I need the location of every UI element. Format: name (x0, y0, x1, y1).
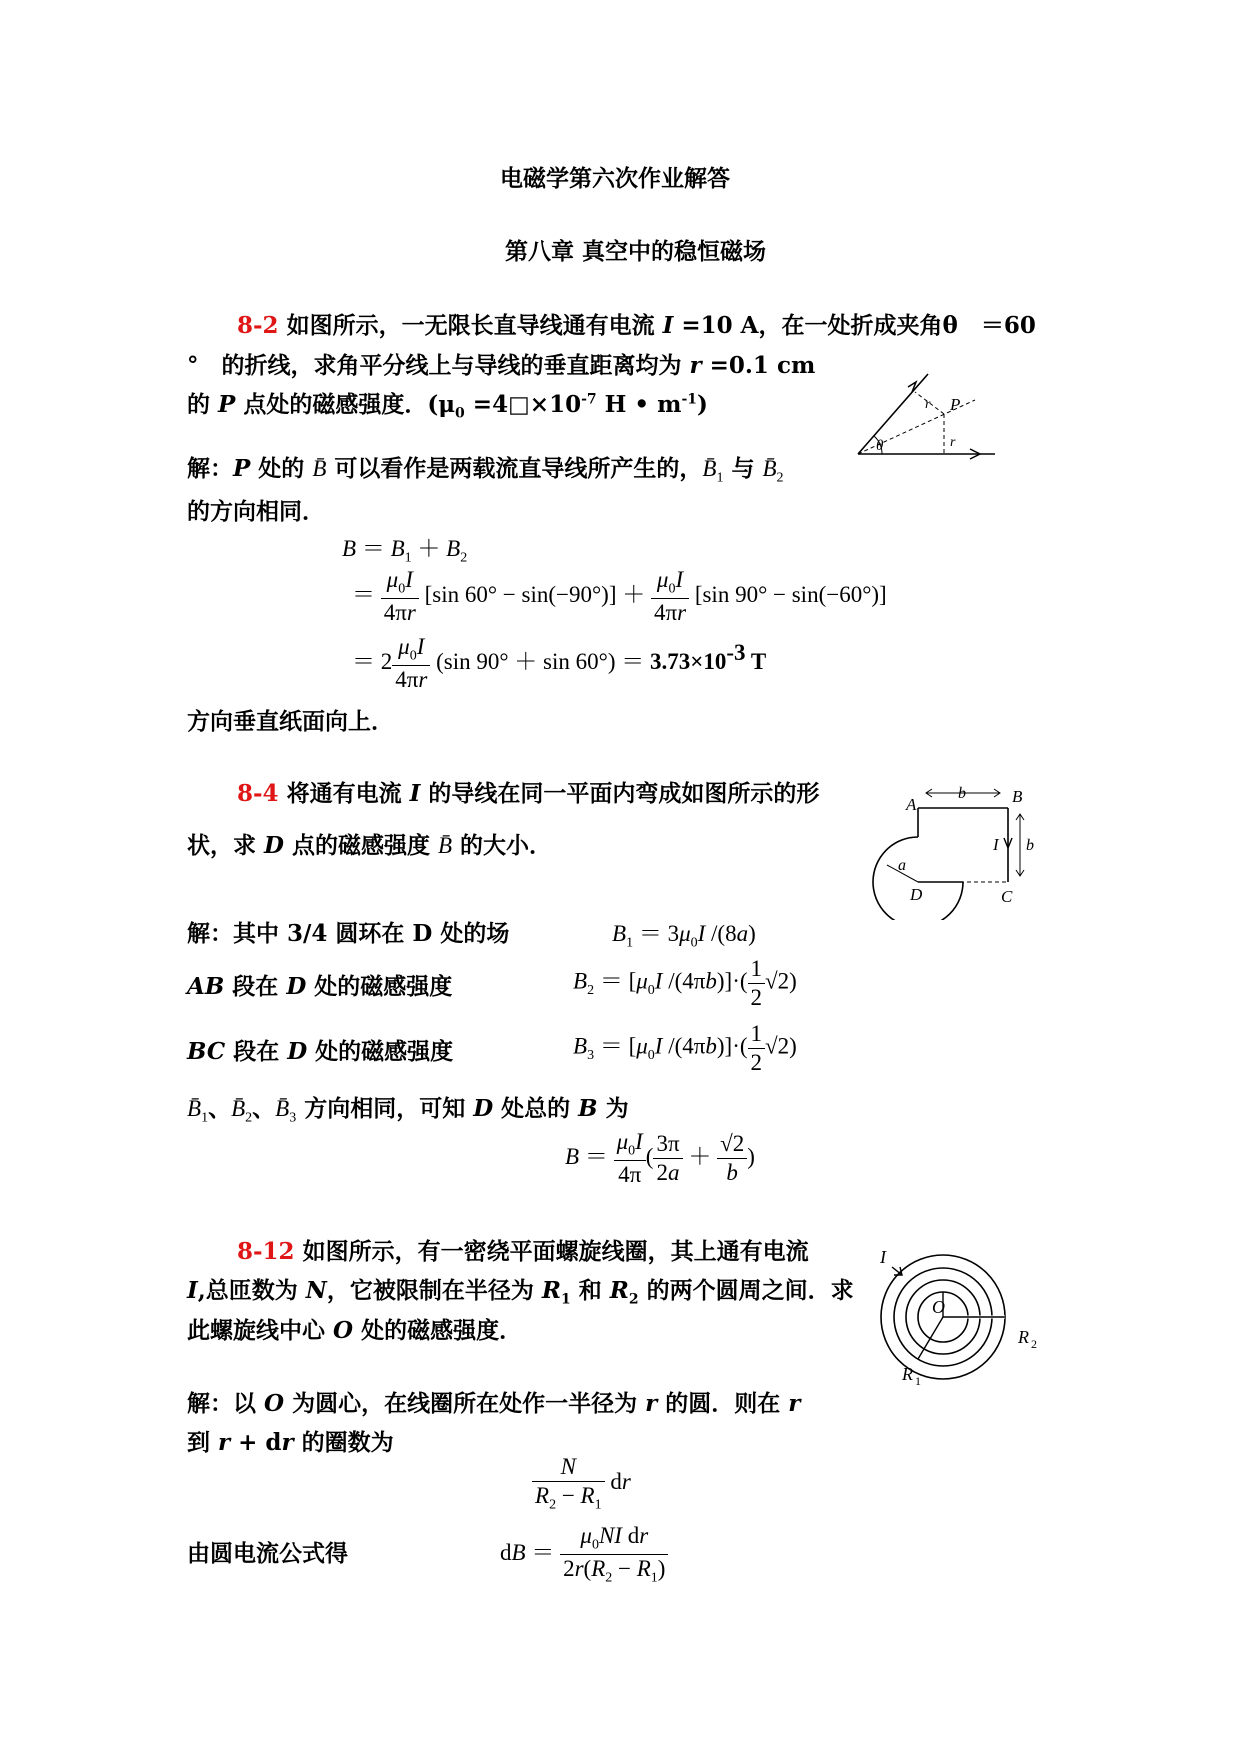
problem-8-12-line1: 8-12 如图所示，有一密绕平面螺旋线圈，其上通有电流 (237, 1238, 809, 1265)
problem-8-2-result-exp: -3 (726, 640, 746, 666)
fig-8-4-label-c: C (1001, 887, 1013, 906)
problem-8-12-solution-line2: 到 r + dr 的圈数为 (187, 1429, 394, 1456)
fig-8-12-label-o: O (932, 1297, 945, 1317)
problem-8-4-solution-line2: AB 段在 D 处的磁感强度 (187, 973, 453, 1000)
problem-8-2-line3: 的 P 点处的磁感强度．($\mu_0$ $=4□\times 10^{-7}$ H • $m^{-1}$) (187, 391, 708, 422)
problem-8-2-line2: ° 的折线，求角平分线上与导线的垂直距离均为 r =0.1 cm (187, 352, 816, 379)
fig-8-4-label-a-upper: A (906, 795, 917, 814)
figure-8-2 (850, 370, 1000, 460)
figure-8-12 (870, 1245, 1050, 1390)
fig-8-4-label-b-side: b (1026, 837, 1034, 854)
problem-8-4-b3-eq: $B_3 = [\mu_0I$ /(4πb)]·( $\frac{1}{2}$ √2) (573, 1021, 797, 1075)
problem-8-4-solution-line1: 解：其中 3/4 圆环在 D 处的场 (187, 920, 510, 947)
problem-8-4-line2: 状，求 D 点的磁感强度 B̄ 的大小． (187, 832, 553, 859)
doc-title: 电磁学第六次作业解答 (500, 165, 730, 192)
problem-8-2-line1: 8-2 如图所示，一无限长直导线通有电流 I =10 A，在一处折成夹角θ ＝60 (237, 312, 1036, 339)
fig-8-4-label-i: I (993, 835, 999, 854)
fig-8-12-label-r2: R (1018, 1327, 1029, 1347)
problem-8-2-solution-line1: 解：P 处的 B̄ 可以看作是两载流直导线所产生的，$B̄_1$ 与 $B̄_2$ (187, 455, 784, 486)
problem-8-2-solution-line2: 的方向相同． (187, 498, 325, 525)
problem-8-4-line1: 8-4 将通有电流 I 的导线在同一平面内弯成如图所示的形 (237, 780, 820, 807)
fig-8-2-label-theta: θ (876, 438, 884, 454)
problem-8-12-solution-line3: 由圆电流公式得 (187, 1540, 348, 1567)
fig-8-4-label-b-upper: B (1012, 787, 1023, 806)
fig-8-12-label-r1: R (902, 1364, 913, 1384)
problem-8-2-result: 3.73×10 (649, 648, 727, 674)
problem-8-12-number: 8-12 (237, 1238, 295, 1265)
fig-8-2-label-r1: r (925, 397, 931, 412)
figure-8-4 (870, 780, 1045, 920)
fig-8-2-label-r2: r (950, 435, 956, 450)
problem-8-4-b1-eq: $B_1 = 3\mu_0I$ /(8a) (612, 921, 756, 951)
fig-8-2-label-p: P (950, 395, 961, 414)
problem-8-2-eq1: $B = B_1 + B_2$ (342, 536, 468, 566)
problem-8-2-number: 8-2 (237, 312, 279, 339)
chapter-title: 第八章 真空中的稳恒磁场 (505, 238, 767, 265)
problem-8-12-line2: I,总匝数为 N，它被限制在半径为 $R_1$ 和 $R_2$ 的两个圆周之间．求 (187, 1277, 854, 1308)
problem-8-2-eq3: ＝ 2 $\frac{\mu_0I}{4\pi r}$ (sin $90^\circ + \sin 60^\circ) = 3.73\times 10^{-3}$ T (352, 634, 767, 693)
fig-8-12-label-r2-sub: 2 (1031, 1337, 1037, 1351)
problem-8-4-number: 8-4 (237, 780, 279, 807)
problem-8-12-line3: 此螺旋线中心 O 处的磁感强度． (187, 1317, 523, 1344)
fig-8-12-label-r1-sub: 1 (915, 1374, 921, 1388)
problem-8-12-eq1: $\frac{N}{R_2 - R_1}$ dr (532, 1453, 631, 1514)
problem-8-4-solution-line4: $B̄_1$、$B̄_2$、$B̄_3$ 方向相同，可知 D 处总的 B 为 (187, 1095, 629, 1126)
fig-8-12-label-i: I (880, 1247, 886, 1267)
problem-8-4-total-eq: B ＝ $\frac{\mu_0I}{4\pi}$ ( $\frac{3\pi}{2a}$ ＋ $\frac{√2}{b}$ ) (565, 1129, 755, 1188)
problem-8-2-conclusion: 方向垂直纸面向上． (187, 708, 394, 735)
problem-8-2-eq2: ＝ $\frac{\mu_0I}{4\pi r}$ [sin 60° − sin(−90°)] ＋ $\frac{\mu_0I}{4\pi r}$ [sin 90° − sin(−60°)] (352, 567, 887, 626)
problem-8-2-result-unit: T (745, 648, 767, 674)
problem-8-12-eq2: dB ＝ $\frac{\mu_0NI dr}{2r(R_2 - R_1)}$ (500, 1522, 668, 1588)
problem-8-4-b2-eq: $B_2 = [\mu_0I$ /(4πb)]·( $\frac{1}{2}$ √2) (573, 956, 797, 1010)
fig-8-4-label-d: D (910, 885, 923, 904)
problem-8-12-solution-line1: 解：以 O 为圆心，在线圈所在处作一半径为 r 的圆．则在 r (187, 1390, 801, 1417)
fig-8-4-label-a: a (898, 857, 906, 874)
problem-8-4-solution-line3: BC 段在 D 处的磁感强度 (187, 1038, 454, 1065)
fig-8-4-label-b-top: b (958, 785, 966, 802)
